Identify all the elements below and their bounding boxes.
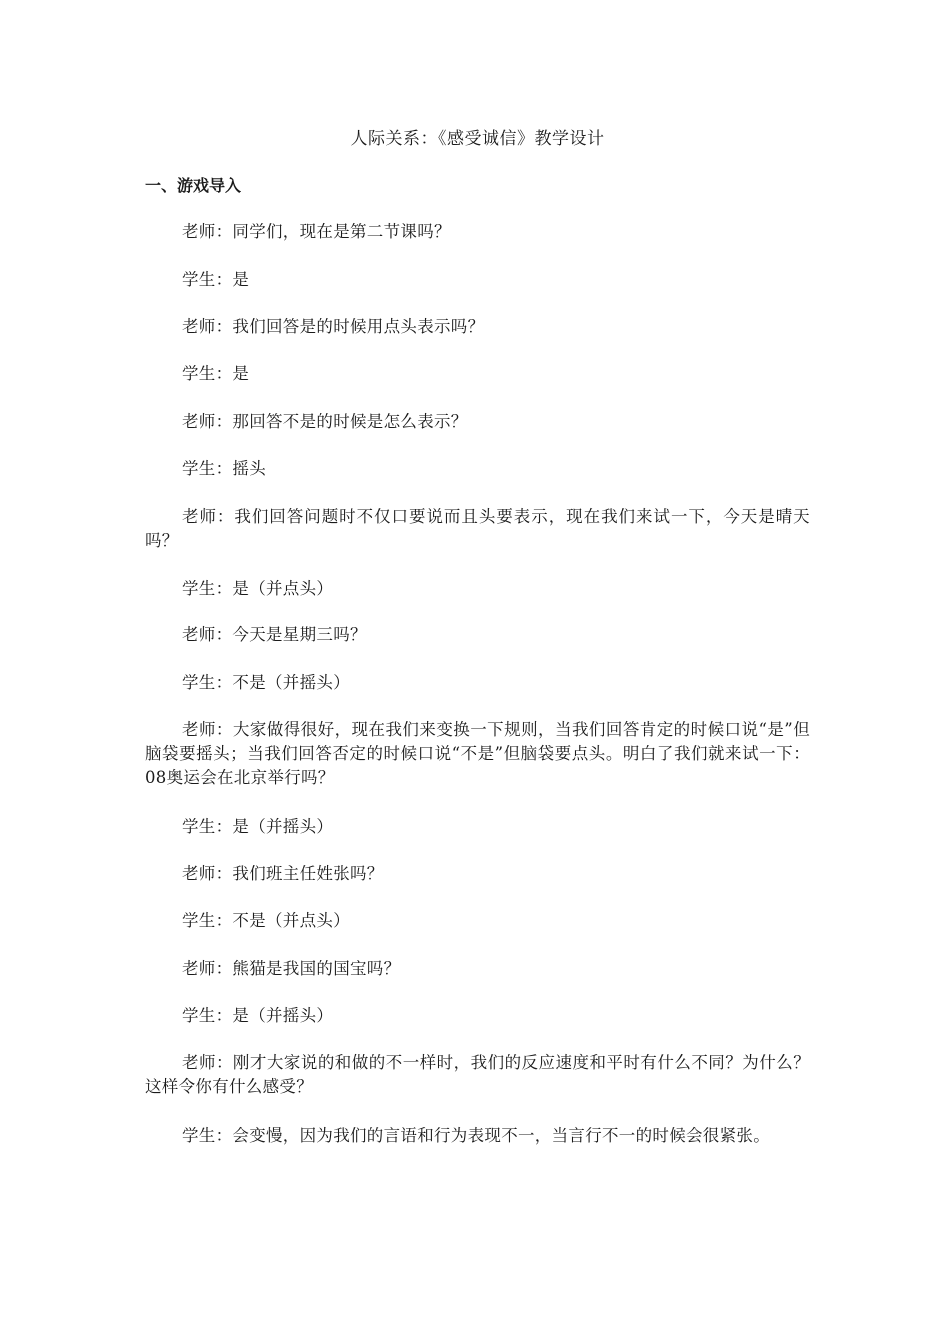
dialogue-line: 学生：不是（并摇头） [182,673,350,692]
dialogue-line: 学生：是 [182,270,250,289]
dialogue-line: 老师：我们班主任姓张吗？ [182,864,384,883]
dialogue-line: 老师：我们回答问题时不仅口要说而且头要表示，现在我们来试一下，今天是晴天吗？ [145,507,810,550]
dialogue-line: 学生：是（并点头） [182,579,334,598]
dialogue-line: 老师：熊猫是我国的国宝吗？ [182,959,401,978]
document-title: 人际关系：《感受诚信》教学设计 [350,129,605,149]
dialogue-line: 老师：刚才大家说的和做的不一样时，我们的反应速度和平时有什么不同？为什么？这样令你有什么感受？ [145,1053,810,1096]
dialogue-line: 学生：是（并摇头） [182,1006,334,1025]
dialogue-line: 老师：大家做得很好，现在我们来变换一下规则，当我们回答肯定的时候口说“是”但脑袋要摇头；当我们回答否定的时候口说“不是”但脑袋要点头。明白了我们就来试一下： 08奥运会在北京举行吗？ [145,720,810,787]
section-heading: 一、游戏导入 [145,176,242,195]
dialogue-line: 老师：那回答不是的时候是怎么表示？ [182,412,468,431]
dialogue-line: 学生：不是（并点头） [182,911,350,930]
dialogue-line: 老师：今天是星期三吗？ [182,625,367,644]
dialogue-line: 老师：同学们，现在是第二节课吗？ [182,222,451,241]
dialogue-line: 学生：摇头 [182,459,266,478]
dialogue-line: 学生：会变慢，因为我们的言语和行为表现不一，当言行不一的时候会很紧张。 [182,1126,770,1145]
dialogue-line: 学生：是 [182,364,250,383]
dialogue-line: 学生：是（并摇头） [182,817,334,836]
dialogue-line: 老师：我们回答是的时候用点头表示吗？ [182,317,485,336]
